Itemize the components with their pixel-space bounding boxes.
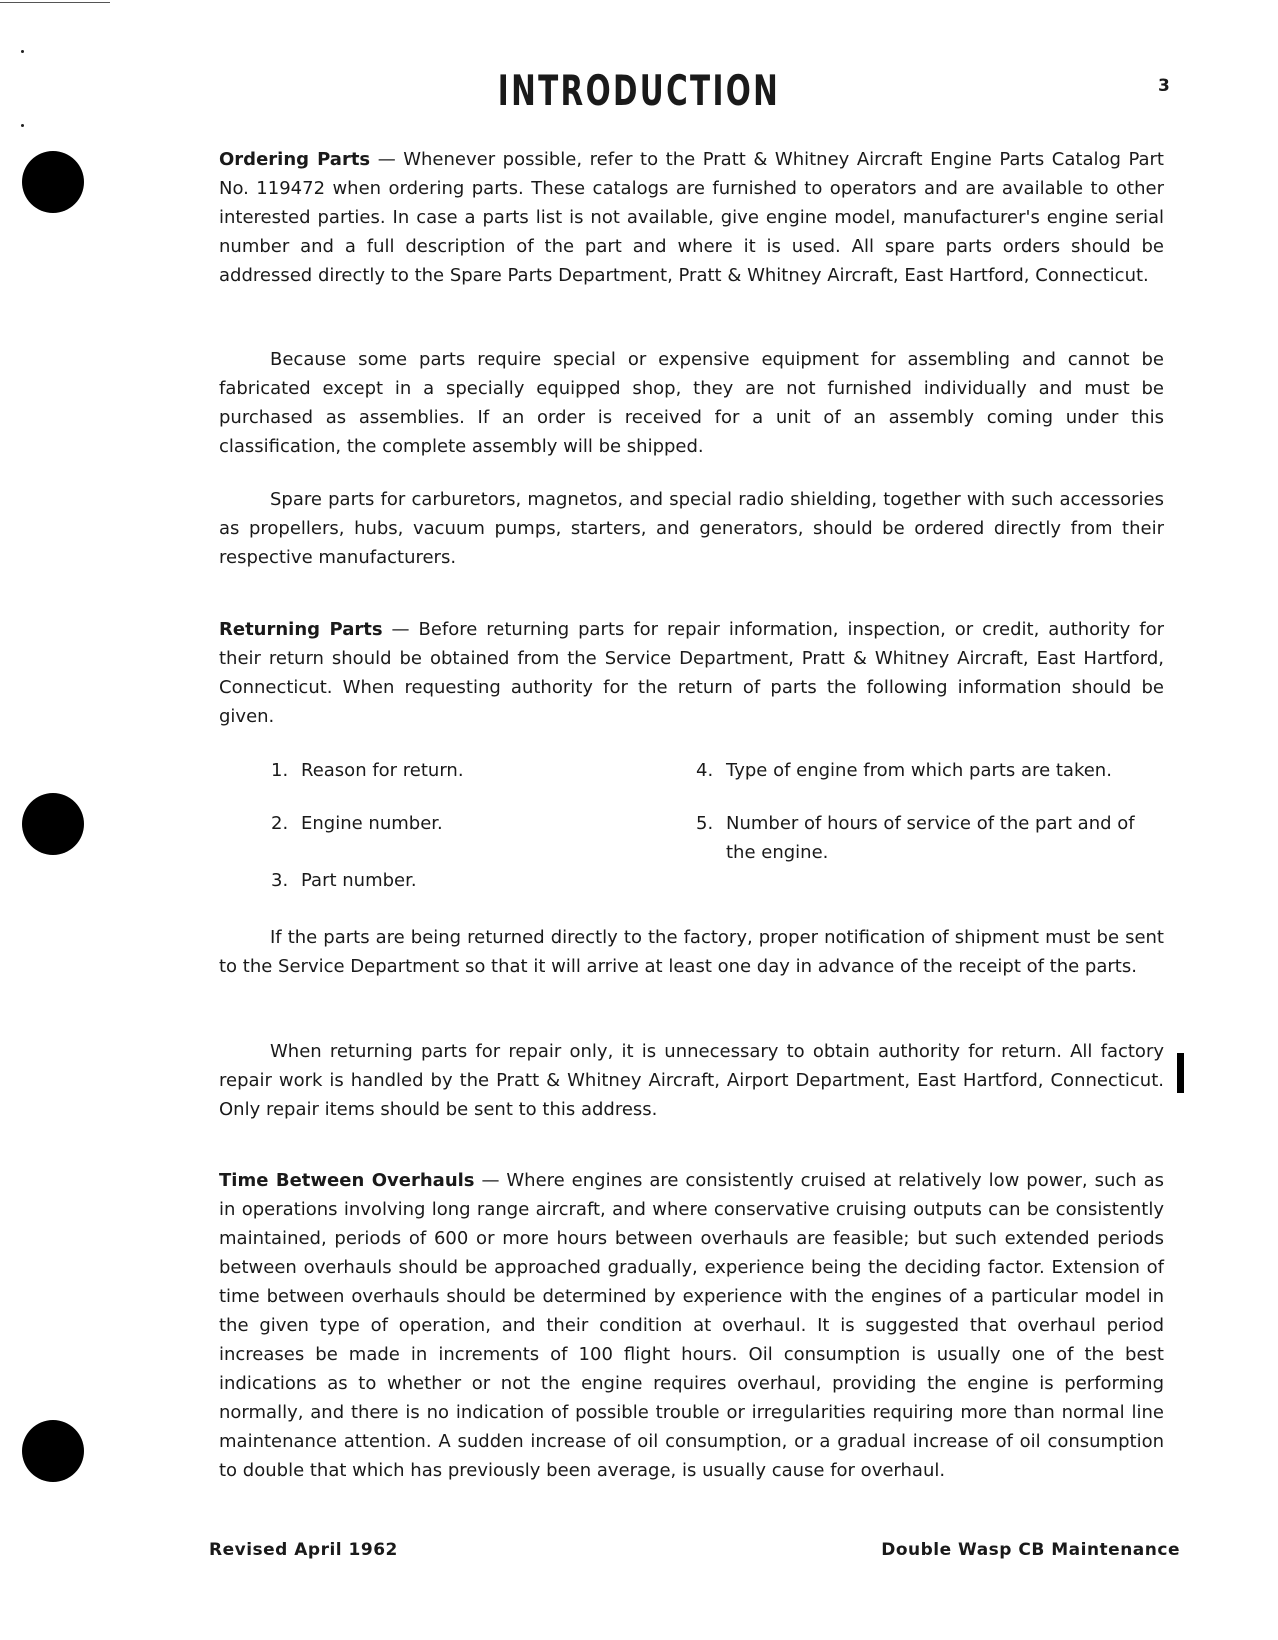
list-item bbox=[271, 866, 631, 895]
list-item bbox=[271, 756, 631, 785]
overhaul-paragraph bbox=[219, 1166, 1164, 1485]
accessories-paragraph: Spare parts for carburetors, magnetos, and special radio shielding, together with such accessories as propellers, hubs, vacuum pumps, starters, and generators, should be ordered directly from their respective manufacturers. bbox=[219, 489, 1164, 568]
returning-parts-heading: Returning Parts bbox=[219, 619, 383, 640]
list-item-number: 4. bbox=[696, 760, 714, 781]
ordering-parts-text: — Whenever possible, refer to the Pratt & Whitney Aircraft Engine Parts Catalog Part No. 119472 when ordering parts. These catalogs are furnished to operators and are available to other interested parties. In case a parts list is not available, give engine model, manufacturer's engine serial number and a full description of the part and where it is used. All spare parts orders should be addressed directly to the Spare Parts Department, Pratt & Whitney Aircraft, East Hartford, Connecticut. bbox=[219, 149, 1164, 286]
revision-change-bar bbox=[1177, 1053, 1184, 1093]
list-item-text: Engine number. bbox=[301, 813, 443, 834]
binder-hole bbox=[22, 793, 84, 855]
page-title: INTRODUCTION bbox=[497, 66, 781, 115]
overhaul-text: — Where engines are consistently cruised at relatively low power, such as in operations involving long range aircraft, and where conservative cruising outputs can be consistently maintained, periods of 600 or more hours between overhauls are feasible; but such extended periods between overhauls should be approached gradually, experience being the deciding factor. Extension of time between overhauls should be determined by experience with the engines of a particular model in the given type of operation, and their condition at overhaul. It is suggested that overhaul period increases be made in increments of 100 flight hours. Oil consumption is usually one of the best indications as to whether or not the engine requires overhaul, providing the engine is performing normally, and there is no indication of possible trouble or irregularities requiring more than normal line maintenance attention. A sudden increase of oil consumption, or a gradual increase of oil consumption to double that which has previously been average, is usually cause for overhaul. bbox=[219, 1170, 1164, 1481]
footer-manual-title: Double Wasp CB Maintenance bbox=[881, 1540, 1180, 1560]
list-item-text: Type of engine from which parts are taken. bbox=[726, 760, 1112, 781]
factory-return-paragraph: If the parts are being returned directly to the factory, proper notification of shipment must be sent to the Service Department so that it will arrive at least one day in advance of the receipt of the parts. bbox=[219, 927, 1164, 977]
overhaul-heading: Time Between Overhauls bbox=[219, 1170, 475, 1191]
returning-parts-paragraph bbox=[219, 615, 1164, 731]
list-item bbox=[696, 756, 1166, 785]
binder-hole bbox=[22, 151, 84, 213]
list-item-number: 5. bbox=[696, 813, 714, 834]
list-item-number: 3. bbox=[271, 870, 289, 891]
binder-hole bbox=[22, 1420, 84, 1482]
ordering-parts-heading: Ordering Parts bbox=[219, 149, 371, 170]
assemblies-paragraph: Because some parts require special or expensive equipment for assembling and cannot be fabricated except in a specially equipped shop, they are not furnished individually and must be purchased as assemblies. If an order is received for a unit of an assembly coming under this classification, the complete assembly will be shipped. bbox=[219, 349, 1164, 457]
list-item-number: 1. bbox=[271, 760, 289, 781]
list-item bbox=[271, 809, 631, 838]
footer-revision-date: Revised April 1962 bbox=[209, 1540, 398, 1560]
list-item-text: Part number. bbox=[301, 870, 417, 891]
scan-speck bbox=[21, 124, 24, 127]
repair-only-paragraph: When returning parts for repair only, it is unnecessary to obtain authority for return. All factory repair work is handled by the Pratt & Whitney Aircraft, Airport Department, East Hartford, Connecticut. Only repair items should be sent to this address. bbox=[219, 1041, 1164, 1120]
returning-parts-text: — Before returning parts for repair information, inspection, or credit, authority for their return should be obtained from the Service Department, Pratt & Whitney Aircraft, East Hartford, Connecticut. When requesting authority for the return of parts the following information should be given. bbox=[219, 619, 1164, 727]
list-item bbox=[696, 809, 1166, 867]
list-item-text: Number of hours of service of the part and of the engine. bbox=[726, 813, 1135, 863]
scan-speck bbox=[21, 50, 24, 53]
top-edge-rule bbox=[0, 2, 110, 3]
ordering-parts-paragraph bbox=[219, 145, 1164, 290]
page-number: 3 bbox=[1158, 76, 1170, 96]
list-item-text: Reason for return. bbox=[301, 760, 464, 781]
list-item-number: 2. bbox=[271, 813, 289, 834]
